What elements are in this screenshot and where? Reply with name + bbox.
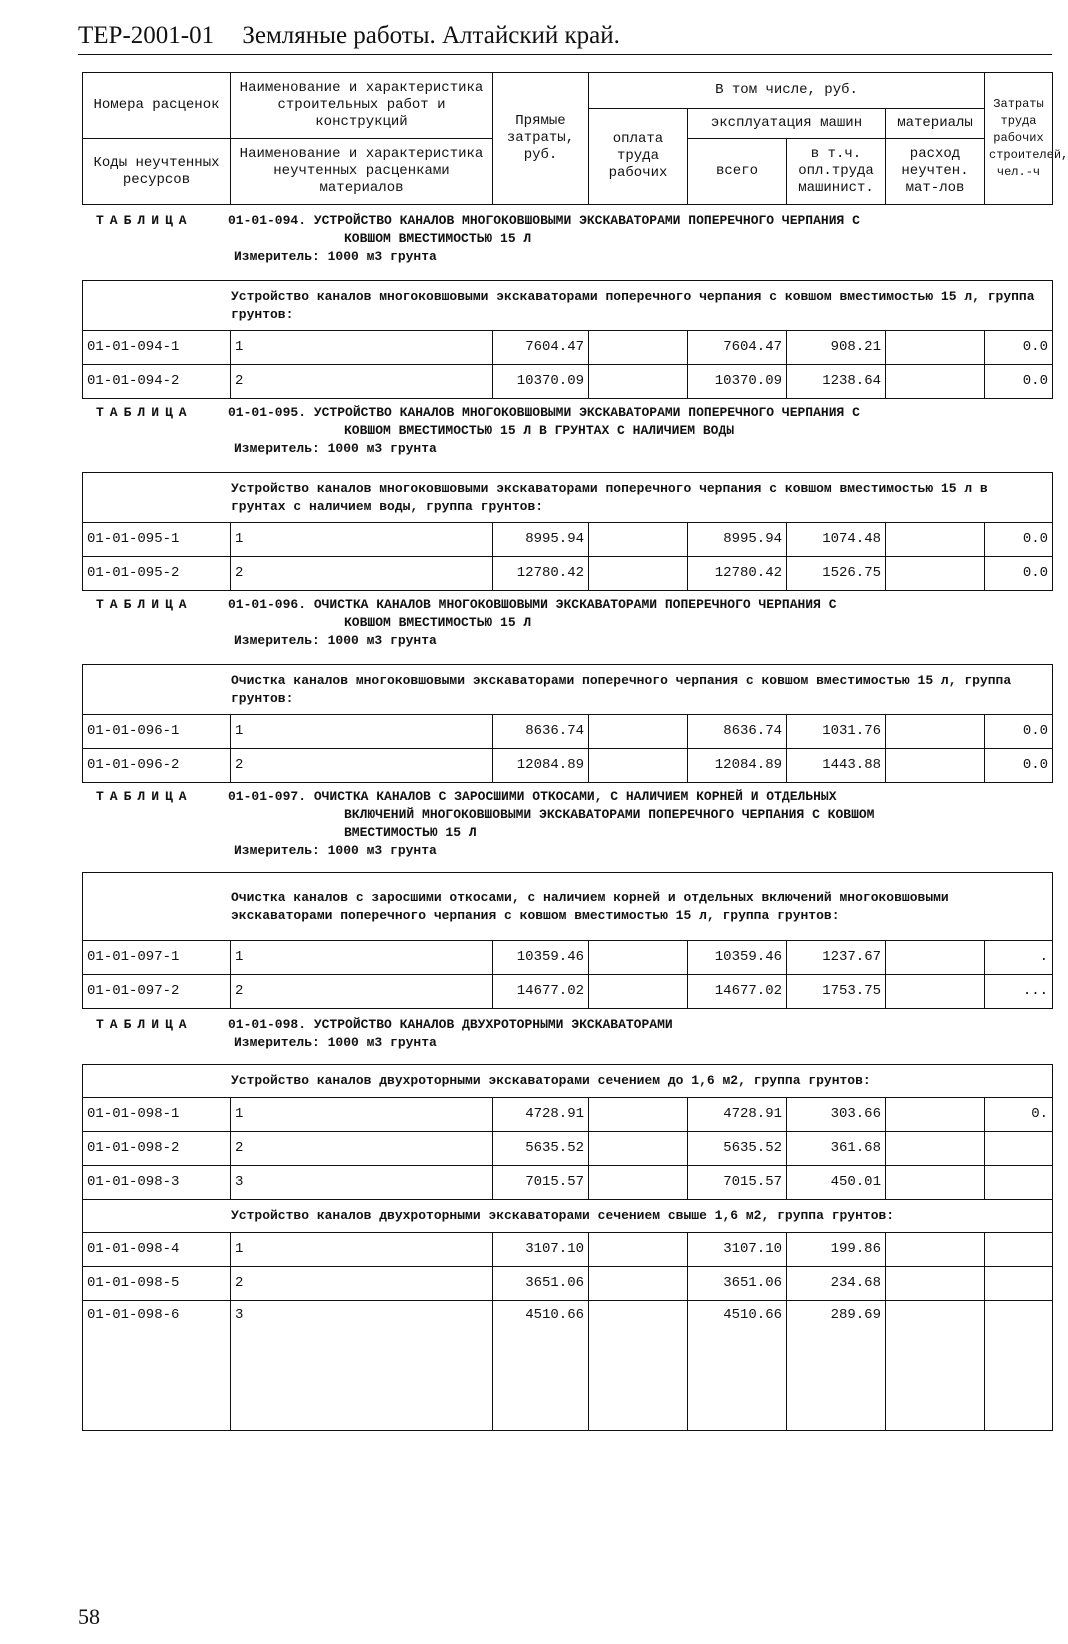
table-row: 01-01-098-3 3 7015.57 7015.57 450.01	[83, 1166, 1053, 1200]
col-resource-codes: Коды неучтенных ресурсов	[83, 139, 231, 205]
price-table	[82, 280, 1053, 399]
table-row: 01-01-094-1 1 7604.47 7604.47 908.21 0.0	[83, 331, 1053, 365]
col-work-name: Наименование и характеристика строительных работ и конструкций	[231, 73, 493, 139]
section-title: ТАБЛИЦА 01-01-096. ОЧИСТКА КАНАЛОВ МНОГОКОВШОВЫМИ ЭКСКАВАТОРАМИ ПОПЕРЕЧНОГО ЧЕРПАНИЯ С КОВШОМ ВМЕСТИМОСТЬЮ 15 Л Измеритель: 1000 м3 грунта	[96, 597, 837, 648]
table-row: 01-01-098-5 2 3651.06 3651.06 234.68	[83, 1267, 1053, 1301]
table-row: 01-01-097-2 2 14677.02 14677.02 1753.75 ...	[83, 975, 1053, 1009]
col-labor-hours: Затраты труда рабочих строителей, чел.-ч	[985, 73, 1053, 205]
table-row: 01-01-096-2 2 12084.89 12084.89 1443.88 0.0	[83, 749, 1053, 783]
group-label: Устройство каналов многоковшовыми экскаваторами поперечного черпания с ковшом вместимостью 15 л в грунтах с наличием воды, группа грунтов:	[83, 473, 1053, 523]
col-machine-total: всего	[688, 139, 787, 205]
col-including: В том числе, руб.	[589, 73, 985, 109]
col-direct-costs: Прямые затраты, руб.	[493, 73, 589, 205]
price-table	[82, 1064, 1053, 1431]
group-label: Устройство каналов многоковшовыми экскаваторами поперечного черпания с ковшом вместимостью 15 л, группа грунтов:	[83, 281, 1053, 331]
document-code: ТЕР-2001-01	[78, 22, 215, 49]
col-worker-pay: оплата труда рабочих	[589, 109, 688, 205]
group-label: Очистка каналов с заросшими откосами, с наличием корней и отдельных включений многоковшовыми экскаваторами поперечного черпания с ковшом вместимостью 15 л, группа грунтов:	[83, 873, 1053, 941]
group-label: Очистка каналов многоковшовыми экскаваторами поперечного черпания с ковшом вместимостью 15 л, группа грунтов:	[83, 665, 1053, 715]
table-row: 01-01-096-1 1 8636.74 8636.74 1031.76 0.0	[83, 715, 1053, 749]
section-title: ТАБЛИЦА 01-01-094. УСТРОЙСТВО КАНАЛОВ МНОГОКОВШОВЫМИ ЭКСКАВАТОРАМИ ПОПЕРЕЧНОГО ЧЕРПАНИЯ С КОВШОМ ВМЕСТИМОСТЬЮ 15 Л Измеритель: 1000 м3 грунта	[96, 213, 860, 264]
table-row: 01-01-098-1 1 4728.91 4728.91 303.66 0.	[83, 1098, 1053, 1132]
table-row: 01-01-095-1 1 8995.94 8995.94 1074.48 0.0	[83, 523, 1053, 557]
col-materials: материалы	[886, 109, 985, 139]
page-header	[78, 22, 1052, 55]
page-number: 58	[78, 1604, 100, 1629]
table-row: 01-01-097-1 1 10359.46 10359.46 1237.67 .	[83, 941, 1053, 975]
col-machine-operator-pay: в т.ч. опл.труда машинист.	[787, 139, 886, 205]
table-row: 01-01-095-2 2 12780.42 12780.42 1526.75 0.0	[83, 557, 1053, 591]
group-label: Устройство каналов двухроторными экскаваторами сечением свыше 1,6 м2, группа грунтов:	[83, 1200, 1053, 1233]
col-rate-numbers: Номера расценок	[83, 73, 231, 139]
table-row: 01-01-094-2 2 10370.09 10370.09 1238.64 0.0	[83, 365, 1053, 399]
price-table	[82, 472, 1053, 591]
document-title: Земляные работы. Алтайский край.	[242, 22, 620, 49]
section-title: ТАБЛИЦА 01-01-098. УСТРОЙСТВО КАНАЛОВ ДВУХРОТОРНЫМИ ЭКСКАВАТОРАМИ Измеритель: 1000 м3 грунта	[96, 1017, 673, 1050]
table-row: 01-01-098-4 1 3107.10 3107.10 199.86	[83, 1233, 1053, 1267]
table-row: 01-01-098-2 2 5635.52 5635.52 361.68	[83, 1132, 1053, 1166]
price-table	[82, 872, 1053, 1009]
column-header-table	[82, 72, 1068, 205]
price-table	[82, 664, 1053, 783]
group-label: Устройство каналов двухроторными экскаваторами сечением до 1,6 м2, группа грунтов:	[83, 1065, 1053, 1098]
col-material-consumption: расход неучтен. мат-лов	[886, 139, 985, 205]
section-title: ТАБЛИЦА 01-01-095. УСТРОЙСТВО КАНАЛОВ МНОГОКОВШОВЫМИ ЭКСКАВАТОРАМИ ПОПЕРЕЧНОГО ЧЕРПАНИЯ С КОВШОМ ВМЕСТИМОСТЬЮ 15 Л В ГРУНТАХ С НАЛИЧИЕМ ВОДЫ Измеритель: 1000 м3 грунта	[96, 405, 860, 456]
col-machine-use: эксплуатация машин	[688, 109, 886, 139]
section-title: ТАБЛИЦА 01-01-097. ОЧИСТКА КАНАЛОВ С ЗАРОСШИМИ ОТКОСАМИ, С НАЛИЧИЕМ КОРНЕЙ И ОТДЕЛЬНЫХ ВКЛЮЧЕНИЙ МНОГОКОВШОВЫМИ ЭКСКАВАТОРАМИ ПОПЕРЕЧНОГО ЧЕРПАНИЯ С КОВШОМ ВМЕСТИМОСТЬЮ 15 Л Измеритель: 1000 м3 грунта	[96, 789, 875, 858]
col-material-names: Наименование и характеристика неучтенных расценками материалов	[231, 139, 493, 205]
table-row: 01-01-098-6 3 4510.66 4510.66 289.69	[83, 1301, 1053, 1431]
